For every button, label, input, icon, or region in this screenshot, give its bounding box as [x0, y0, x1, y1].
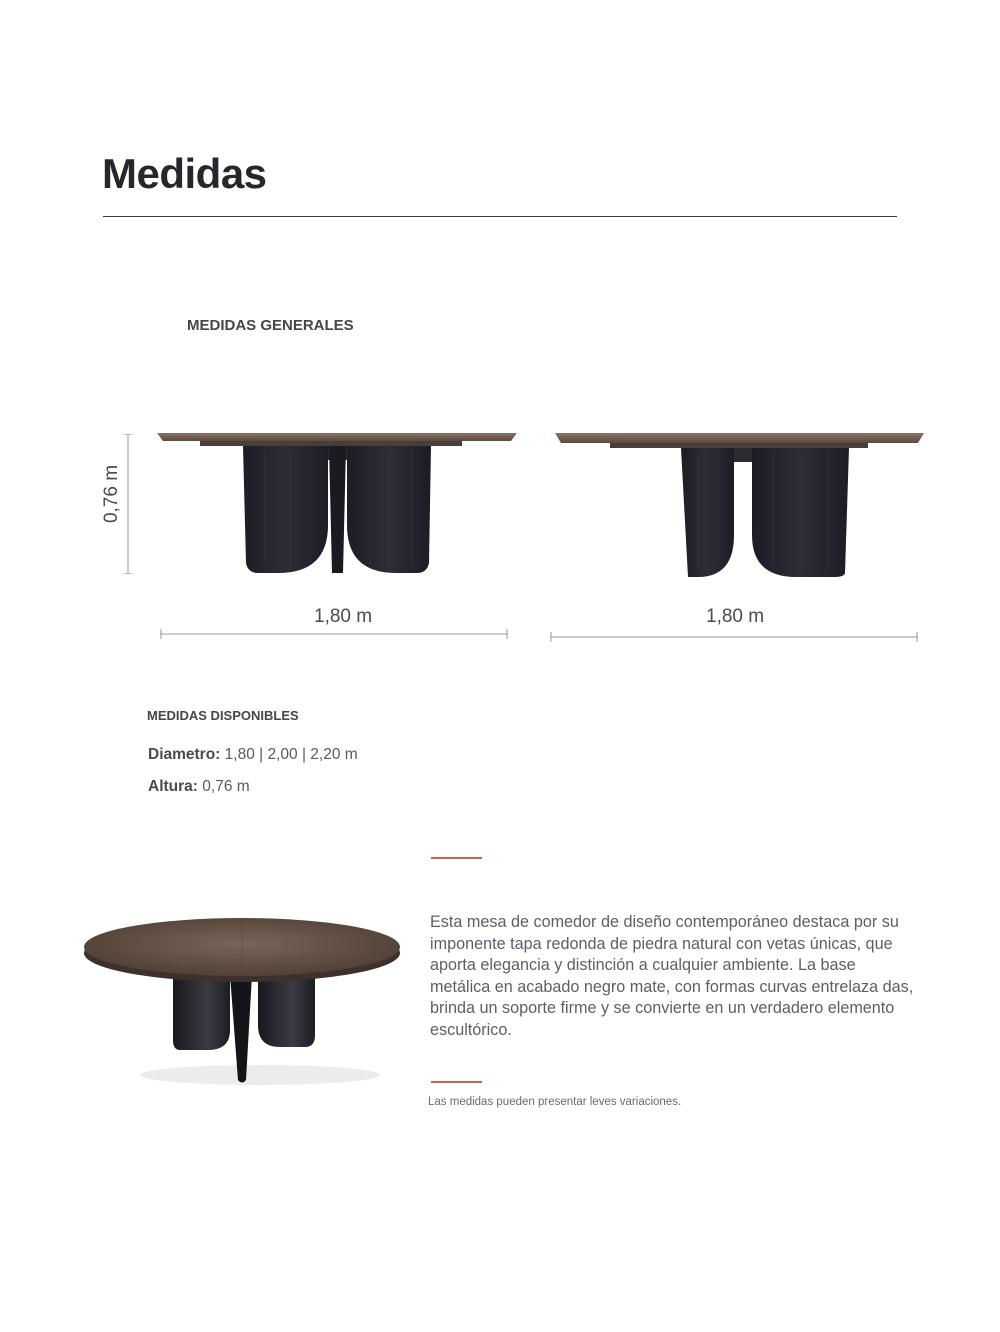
front-width-label: 1,80 m — [314, 606, 373, 627]
product-description: Esta mesa de comedor de diseño contemporáneo destaca por su imponente tapa redonda de piedra natural con vetas únicas, que aporta elegancia y distinción a cualquier ambiente. La base metálica en acabado negro mate, con formas curvas entrelaza das, brinda un soporte firme y se convierte en un verdadero elemento escultórico. — [430, 913, 914, 1039]
accent-divider-bottom — [431, 1081, 482, 1083]
front-width-dimension-line — [160, 629, 508, 639]
diameter-value: 1,80 | 2,00 | 2,20 m — [224, 746, 358, 763]
height-spec — [148, 778, 250, 796]
side-width-dimension-line — [550, 632, 918, 642]
measurements-disclaimer: Las medidas pueden presentar leves variaciones. — [428, 1096, 682, 1108]
height-value: 0,76 m — [202, 778, 250, 795]
title-divider — [103, 216, 897, 217]
table-front-elevation — [150, 425, 525, 585]
table-product-image — [80, 905, 405, 1090]
height-dimension-label: 0,76 m — [101, 464, 122, 524]
table-side-elevation — [548, 425, 928, 585]
diameter-spec — [148, 746, 358, 764]
height-key: Altura: — [148, 778, 198, 795]
side-width-label: 1,80 m — [706, 606, 765, 627]
general-measures-heading: MEDIDAS GENERALES — [187, 317, 354, 334]
available-measures-heading: MEDIDAS DISPONIBLES — [147, 708, 299, 723]
accent-divider-top — [431, 857, 482, 859]
diameter-key: Diametro: — [148, 746, 221, 763]
page-title: Medidas — [102, 150, 267, 197]
